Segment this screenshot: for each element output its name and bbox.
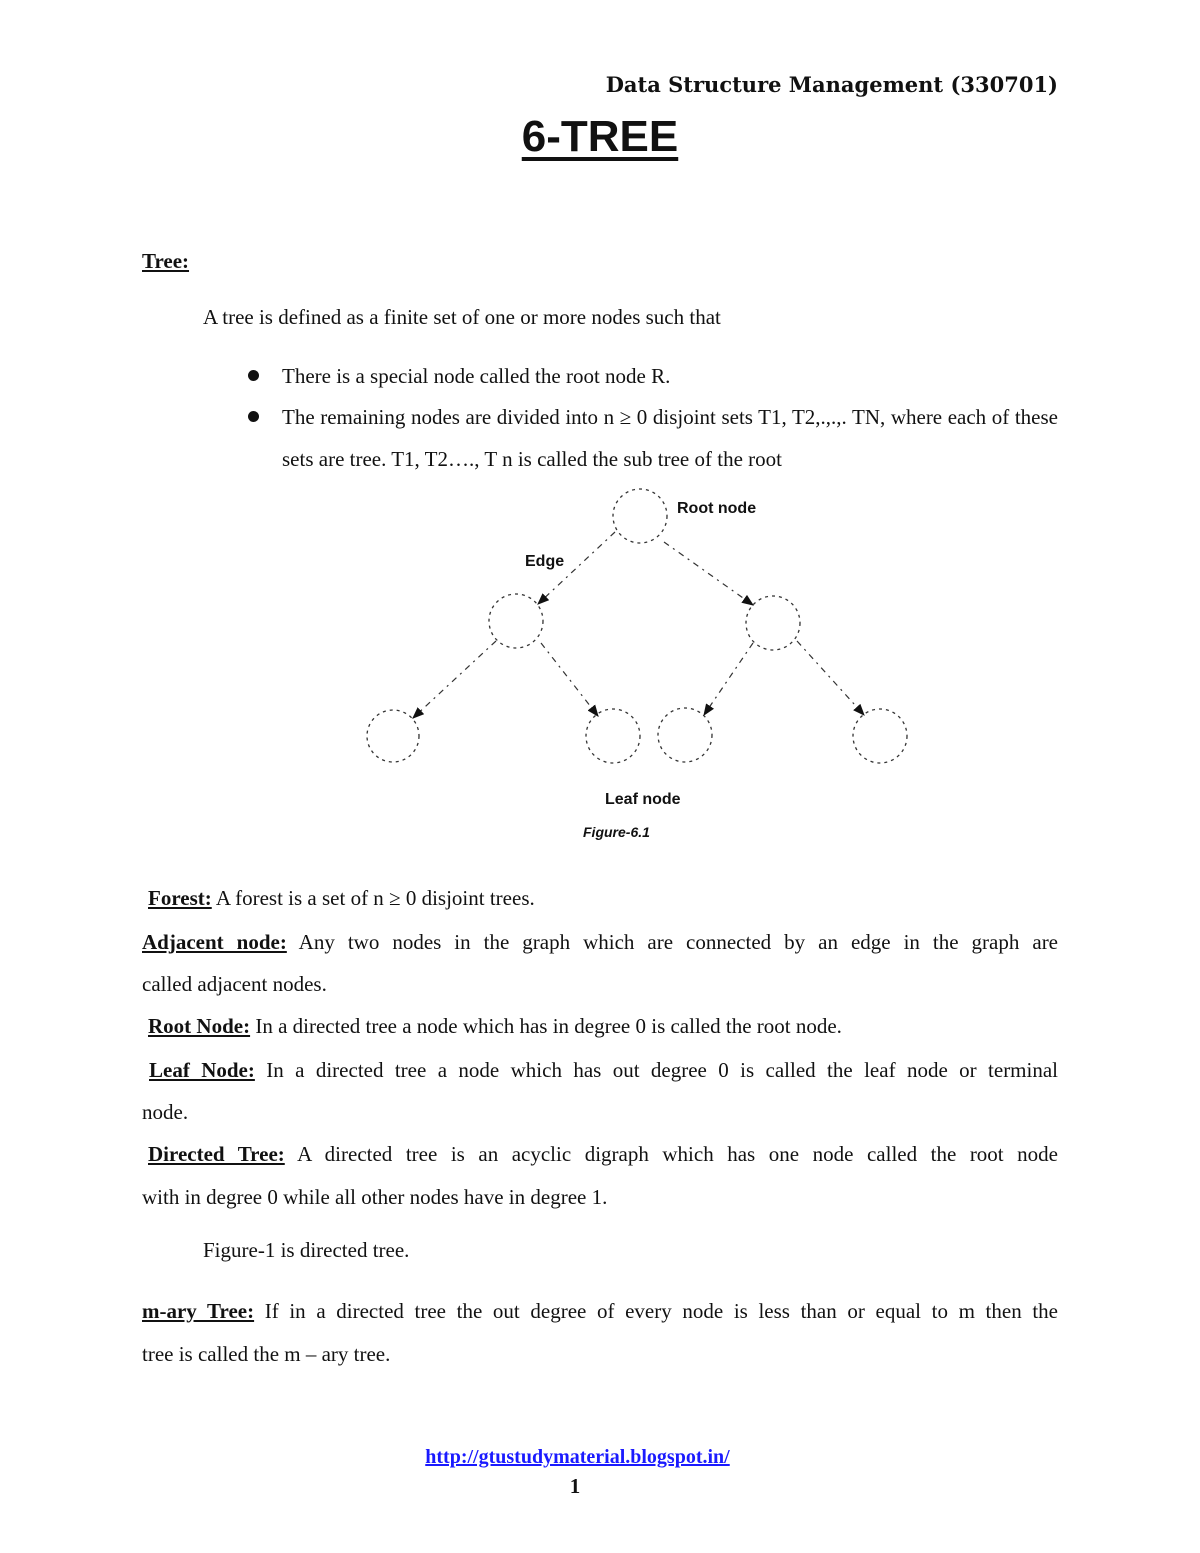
root-node-def-text: In a directed tree a node which has in degree 0 is called the root node.	[250, 1014, 842, 1038]
directed-tree-label: Directed Tree:	[148, 1142, 285, 1166]
edge-label: Edge	[525, 553, 565, 570]
root-node-def-label: Root Node:	[148, 1014, 251, 1038]
adjacent-label: Adjacent node:	[142, 930, 287, 954]
leaf-node-3	[658, 708, 712, 762]
directed-tree-definition-line1	[148, 1133, 1058, 1175]
adjacent-definition-line2: called adjacent nodes.	[142, 972, 327, 996]
root-node-definition	[148, 1005, 842, 1047]
leaf-node-definition-line2: node.	[142, 1100, 189, 1124]
edge-arrow	[797, 641, 864, 715]
course-header: Data Structure Management (330701)	[605, 72, 1058, 97]
page-title: 6-TREE	[521, 112, 679, 161]
internal-node-left	[489, 594, 543, 648]
root-node-circle	[613, 489, 667, 543]
tree-intro: A tree is defined as a finite set of one or more nodes such that	[203, 305, 721, 329]
leaf-node-def-label: Leaf Node:	[149, 1058, 255, 1082]
figure-note: Figure-1 is directed tree.	[203, 1238, 410, 1262]
adjacent-definition-line1	[142, 921, 1058, 963]
footer-link[interactable]: http://gtustudymaterial.blogspot.in/	[425, 1446, 730, 1468]
internal-node-right	[746, 596, 800, 650]
mary-tree-label: m-ary Tree:	[142, 1299, 255, 1323]
leaf-node-2	[586, 709, 640, 763]
figure-caption: Figure-6.1	[583, 824, 650, 840]
forest-definition	[148, 877, 535, 919]
footer-link-wrap	[0, 1446, 1155, 1469]
adjacent-text: Any two nodes in the graph which are connected by an edge in the graph are	[286, 930, 1059, 954]
edge-arrow	[541, 643, 598, 716]
forest-text: A forest is a set of n ≥ 0 disjoint trees.	[211, 886, 535, 910]
leaf-node-4	[853, 709, 907, 763]
edge-arrow	[413, 641, 496, 718]
mary-tree-definition-line1	[142, 1290, 1058, 1332]
directed-tree-definition-line2: with in degree 0 while all other nodes have in degree 1.	[142, 1185, 608, 1209]
page-number: 1	[569, 1474, 581, 1498]
leaf-node-label: Leaf node	[605, 791, 681, 808]
root-node-label: Root node	[677, 500, 757, 517]
leaf-node-def-text: In a directed tree a node which has out degree 0 is called the leaf node or terminal	[254, 1058, 1059, 1082]
mary-tree-definition-line2: tree is called the m – ary tree.	[142, 1342, 391, 1366]
edge-arrow	[664, 542, 753, 605]
bullet-text: There is a special node called the root node R.	[282, 364, 671, 388]
tree-label: Tree:	[142, 249, 190, 273]
edge-arrow	[704, 643, 753, 715]
bullet-text: The remaining nodes are divided into n ≥ 0 disjoint sets T1, T2,.,.,. TN, where each of these sets are tree. T1, T2…., T n is called the sub tree of the root	[282, 405, 1058, 471]
forest-label: Forest:	[148, 886, 212, 910]
directed-tree-text: A directed tree is an acyclic digraph which has one node called the root node	[284, 1142, 1058, 1166]
leaf-node-definition-line1	[149, 1049, 1058, 1091]
mary-tree-text: If in a directed tree the out degree of every node is less than or equal to m then the	[254, 1299, 1058, 1323]
leaf-node-1	[367, 710, 419, 762]
